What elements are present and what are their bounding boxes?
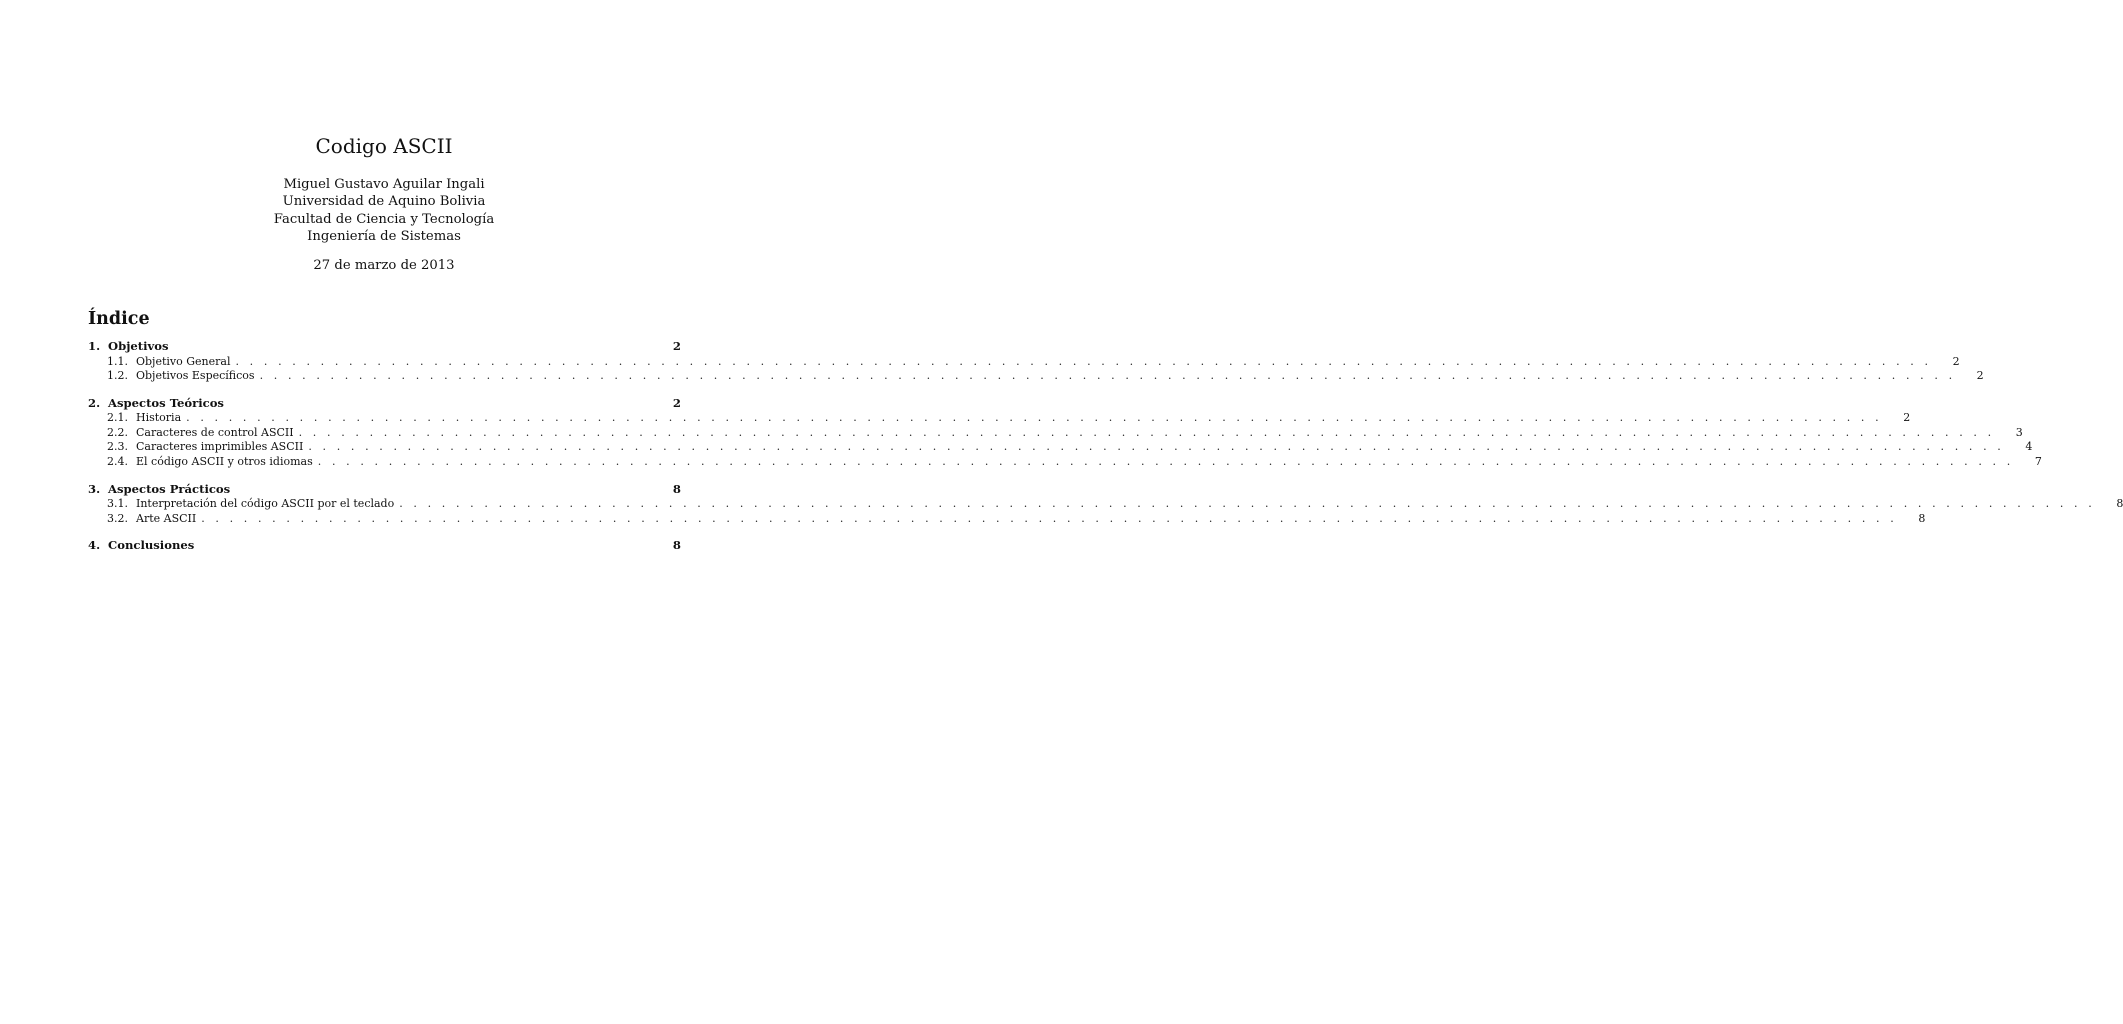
toc-section-entry[interactable] (88, 482, 681, 498)
document-date: 27 de marzo de 2013 (313, 258, 455, 273)
toc-dot-leader: . . . . . . . . . . . . . . . . . . . . . . . . . . . . . . . . . . . . . . . . . . . . . . . . . . . . . . . . . . . . . . . . . . . . . . . . . . . . . . . . . . . . . . . . . . . . . . . . . . . . . . . . . . . . . . . . . . . . . . . . (317, 454, 2014, 468)
toc-subsection-title: Objetivo General (136, 354, 231, 368)
toc-subsection-page: 4 (2025, 440, 2033, 454)
toc-subsection-title: Caracteres imprimibles ASCII (136, 440, 304, 454)
department: Ingeniería de Sistemas (307, 228, 461, 244)
toc-subsection-page: 8 (2116, 497, 2123, 511)
toc-section-number: 1. (88, 339, 101, 353)
faculty: Facultad de Ciencia y Tecnología (273, 211, 495, 227)
toc-dot-leader: . . . . . . . . . . . . . . . . . . . . . . . . . . . . . . . . . . . . . . . . . . . . . . . . . . . . . . . . . . . . . . . . . . . . . . . . . . . . . . . . . . . . . . . . . . . . . . . . . . . . . . . . . . . . . . . . . . . . . . . . (186, 411, 1883, 425)
toc-dot-leader: . . . . . . . . . . . . . . . . . . . . . . . . . . . . . . . . . . . . . . . . . . . . . . . . . . . . . . . . . . . . . . . . . . . . . . . . . . . . . . . . . . . . . . . . . . . . . . . . . . . . . . . . . . . . . . . . . . . . . . . . (399, 497, 2096, 511)
toc-subsection-entry[interactable] (88, 369, 1984, 384)
toc-subsection-page: 7 (2034, 454, 2042, 468)
toc-section-page: 8 (672, 538, 681, 553)
toc-section-entry[interactable] (88, 538, 681, 554)
toc-subsection-number: 1.2. (107, 369, 128, 383)
toc-heading: Índice (88, 309, 150, 329)
toc-section-entry[interactable] (88, 396, 681, 412)
toc-section-title: Aspectos Prácticos (108, 481, 231, 496)
toc-dot-leader: . . . . . . . . . . . . . . . . . . . . . . . . . . . . . . . . . . . . . . . . . . . . . . . . . . . . . . . . . . . . . . . . . . . . . . . . . . . . . . . . . . . . . . . . . . . . . . . . . . . . . . . . . . . . . . . . . . . . . . . . (298, 425, 1995, 439)
toc-subsection-number: 3.1. (107, 497, 128, 511)
toc-subsection-page: 8 (1918, 511, 1926, 525)
toc-section-entry[interactable] (88, 339, 681, 355)
toc-subsection-title: El código ASCII y otros idiomas (136, 454, 313, 468)
toc-subsection-title: Interpretación del código ASCII por el teclado (136, 497, 395, 511)
toc-subsection-page: 2 (1952, 354, 1960, 368)
toc-section-number: 2. (88, 395, 101, 410)
toc-section (88, 481, 2123, 527)
toc-subsection-page: 3 (2015, 425, 2023, 439)
toc-dot-leader: . . . . . . . . . . . . . . . . . . . . . . . . . . . . . . . . . . . . . . . . . . . . . . . . . . . . . . . . . . . . . . . . . . . . . . . . . . . . . . . . . . . . . . . . . . . . . . . . . . . . . . . . . . . . . . . . . . . . . . . . (201, 511, 1898, 525)
toc-section-title: Conclusiones (108, 538, 195, 553)
toc-subsection-number: 2.1. (107, 411, 128, 425)
toc-section-page: 2 (672, 395, 681, 410)
toc-section (88, 339, 1984, 384)
toc-section (88, 538, 681, 554)
document-title: Codigo ASCII (315, 134, 453, 158)
toc-subsection-number: 2.3. (107, 440, 128, 454)
toc-dot-leader: . . . . . . . . . . . . . . . . . . . . . . . . . . . . . . . . . . . . . . . . . . . . . . . . . . . . . . . . . . . . . . . . . . . . . . . . . . . . . . . . . . . . . . . . . . . . . . . . . . . . . . . . . . . . . . . . . . . . . . . . (308, 440, 2005, 454)
toc-section-title: Objetivos (108, 339, 169, 353)
toc-subsection-title: Historia (136, 411, 182, 425)
toc-subsection-entry[interactable] (88, 511, 1926, 527)
author-name: Miguel Gustavo Aguilar Ingali (283, 177, 485, 192)
toc-subsection-entry[interactable] (88, 440, 2033, 455)
author-block (0, 176, 768, 245)
toc-section-number: 4. (88, 538, 101, 553)
toc-subsection-title: Caracteres de control ASCII (136, 425, 294, 439)
toc-dot-leader: . . . . . . . . . . . . . . . . . . . . . . . . . . . . . . . . . . . . . . . . . . . . . . . . . . . . . . . . . . . . . . . . . . . . . . . . . . . . . . . . . . . . . . . . . . . . . . . . . . . . . . . . . . . . . . . . . . . . . . . . (259, 369, 1956, 383)
toc-subsection-entry[interactable] (88, 425, 2023, 441)
toc-subsection-entry[interactable] (88, 411, 1911, 426)
toc-subsection-entry[interactable] (88, 354, 1960, 370)
toc-section-page: 8 (672, 481, 681, 496)
table-of-contents (88, 339, 2123, 566)
university: Universidad de Aquino Bolivia (282, 194, 486, 210)
toc-subsection-page: 2 (1976, 369, 1984, 383)
toc-section-title: Aspectos Teóricos (108, 395, 224, 410)
toc-subsection-title: Arte ASCII (136, 511, 197, 525)
toc-subsection-number: 2.4. (107, 454, 128, 468)
toc-dot-leader: . . . . . . . . . . . . . . . . . . . . . . . . . . . . . . . . . . . . . . . . . . . . . . . . . . . . . . . . . . . . . . . . . . . . . . . . . . . . . . . . . . . . . . . . . . . . . . . . . . . . . . . . . . . . . . . . . . . . . . . . (235, 354, 1932, 368)
toc-subsection-number: 2.2. (107, 425, 128, 439)
toc-subsection-number: 1.1. (107, 354, 128, 368)
toc-section-page: 2 (672, 339, 681, 353)
toc-subsection-entry[interactable] (88, 454, 2042, 470)
toc-subsection-entry[interactable] (88, 497, 2123, 512)
toc-subsection-title: Objetivos Específicos (136, 369, 255, 383)
toc-subsection-page: 2 (1903, 411, 1911, 425)
toc-section-number: 3. (88, 481, 101, 496)
toc-section (88, 395, 2042, 470)
toc-subsection-number: 3.2. (107, 511, 128, 525)
